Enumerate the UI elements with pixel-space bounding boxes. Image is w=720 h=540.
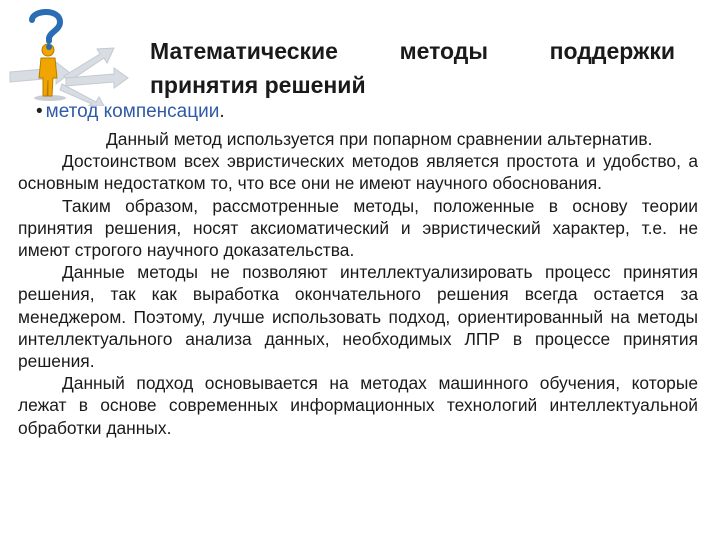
title-line-2: принятия решений — [150, 72, 366, 98]
slide-title — [150, 34, 675, 102]
crossroads-arrows-icon — [10, 48, 128, 106]
paragraph: Данный метод используется при попарном сравнении альтернатив. — [106, 129, 653, 149]
paragraph: Данные методы не позволяют интеллектуализировать процесс принятия решения, так как выработка окончательного решения всегда остается за менеджером. Поэтому, лучше использовать подход, ориентированный на методы интеллектуального анализа данных, необходимых ЛПР в процессе принятия решения. — [18, 262, 698, 372]
body-text — [18, 128, 698, 439]
question-person-icon — [4, 6, 134, 106]
title-word: поддержки — [549, 38, 675, 64]
bullet-item — [36, 100, 225, 124]
paragraph: Данный подход основывается на методах машинного обучения, которые лежат в основе современных информационных технологий интеллектуальной обработки данных. — [18, 373, 698, 438]
bullet-tail: . — [219, 101, 225, 122]
decision-logo — [4, 6, 134, 106]
title-word: Математические — [150, 38, 338, 64]
bullet-highlight: метод компенсации — [45, 101, 220, 122]
paragraph: Таким образом, рассмотренные методы, положенные в основу теории принятия решения, носят аксиоматический и эвристический характер, т.е. не имеют строгого научного доказательства. — [18, 195, 698, 261]
person-icon — [39, 44, 57, 96]
title-word: методы — [399, 38, 489, 64]
bullet-dot-icon: • — [36, 101, 43, 122]
title-line-1 — [150, 34, 675, 68]
paragraph: Достоинством всех эвристических методов является простота и удобство, а основным недостатком то, что все они не имеют научного обоснования. — [18, 151, 698, 194]
